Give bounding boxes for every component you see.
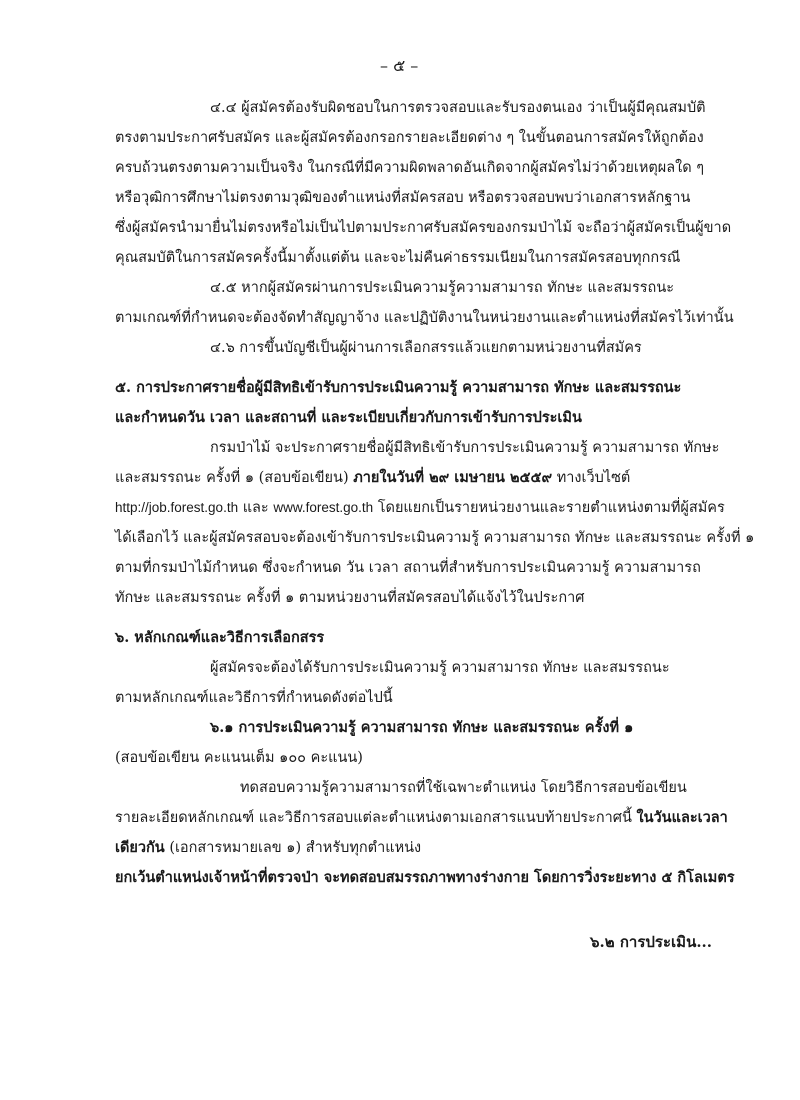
s61-note: (สอบข้อเขียน คะแนนเต็ม ๑๐๐ คะแนน)	[115, 750, 363, 766]
s44-line-4: หรือวุฒิการศึกษาไม่ตรงตามวุฒิของตำแหน่งที่สมัครสอบ หรือตรวจสอบพบว่าเอกสารหลักฐาน	[115, 190, 691, 206]
s44-line-5: ซึ่งผู้สมัครนำมายื่นไม่ตรงหรือไม่เป็นไปตามประกาศรับสมัครของกรมป่าไม้ จะถือว่าผู้สมัครเป็นผู้ขาด	[115, 220, 732, 236]
s44-line-3: ครบถ้วนตรงตามความเป็นจริง ในกรณีที่มีความผิดพลาดอันเกิดจากผู้สมัครไม่ว่าด้วยเหตุผลใด ๆ	[115, 160, 705, 176]
s5-line-5: ตามที่กรมป่าไม้กำหนด ซึ่งจะกำหนด วัน เวลา สถานที่สำหรับการประเมินความรู้ ความสามารถ	[115, 560, 701, 576]
s45-line-2: ตามเกณฑ์ที่กำหนดจะต้องจัดทำสัญญาจ้าง และปฏิบัติงานในหน่วยงานและตำแหน่งที่สมัครไว้เท่านั้น	[115, 310, 734, 326]
s44-line-1: ๔.๔ ผู้สมัครต้องรับผิดชอบในการตรวจสอบและรับรองตนเอง ว่าเป็นผู้มีคุณสมบัติ	[210, 100, 706, 116]
s46-line: ๔.๖ การขึ้นบัญชีเป็นผู้ผ่านการเลือกสรรแล้วแยกตามหน่วยงานที่สมัคร	[210, 340, 642, 356]
s6-line-5-text: (เอกสารหมายเลข ๑) สำหรับทุกตำแหน่ง	[169, 840, 422, 856]
s5-line-2-website: ทางเว็บไซต์	[556, 470, 631, 486]
s44-line-6: คุณสมบัติในการสมัครครั้งนี้มาตั้งแต่ต้น และจะไม่คืนค่าธรรมเนียมในการสมัครสอบทุกกรณี	[115, 250, 681, 266]
s6-line-3: ทดสอบความรู้ความสามารถที่ใช้เฉพาะตำแหน่ง โดยวิธีการสอบข้อเขียน	[240, 780, 687, 796]
s44-line-2: ตรงตามประกาศรับสมัคร และผู้สมัครต้องกรอกรายละเอียดต่าง ๆ ในขั้นตอนการสมัครให้ถูกต้อง	[115, 130, 704, 146]
s5-line-2	[115, 468, 630, 488]
s5-line-2-text: และสมรรถนะ ครั้งที่ ๑ (สอบข้อเขียน)	[115, 470, 349, 486]
forest-website-link: www.forest.go.th	[273, 500, 374, 515]
s5-and-text: และ	[242, 500, 269, 516]
s5-line-4: ได้เลือกไว้ และผู้สมัครสอบจะต้องเข้ารับการประเมินความรู้ ความสามารถ ทักษะ และสมรรถนะ ครั้งที่ ๑	[115, 530, 755, 546]
s6-line-2: ตามหลักเกณฑ์และวิธีการที่กำหนดดังต่อไปนี้	[115, 690, 393, 706]
s6-line-6: ยกเว้นตำแหน่งเจ้าหน้าที่ตรวจป่า จะทดสอบสมรรถภาพทางร่างกาย โดยการวิ่งระยะทาง ๕ กิโลเมตร	[115, 869, 735, 886]
s5-line-3-rest: โดยแยกเป็นรายหน่วยงานและรายตำแหน่งตามที่ผู้สมัคร	[377, 500, 725, 516]
s6-line-4	[115, 808, 728, 828]
s5-line-1: กรมป่าไม้ จะประกาศรายชื่อผู้มีสิทธิเข้ารับการประเมินความรู้ ความสามารถ ทักษะ	[210, 440, 720, 456]
s5-heading-1: ๕. การประกาศรายชื่อผู้มีสิทธิเข้ารับการประเมินความรู้ ความสามารถ ทักษะ และสมรรถนะ	[115, 379, 682, 396]
s6-line-5	[115, 838, 421, 858]
s6-heading: ๖. หลักเกณฑ์และวิธีการเลือกสรร	[115, 629, 325, 646]
s45-line-1: ๔.๕ หากผู้สมัครผ่านการประเมินความรู้ความสามารถ ทักษะ และสมรรถนะ	[210, 280, 675, 296]
s6-line-5-bold: เดียวกัน	[115, 839, 165, 856]
job-website-link: http://job.forest.go.th	[115, 500, 239, 515]
s5-heading-2: และกำหนดวัน เวลา และสถานที่ และระเบียบเกี่ยวกับการเข้ารับการประเมิน	[115, 409, 582, 426]
s61-heading: ๖.๑ การประเมินความรู้ ความสามารถ ทักษะ และสมรรถนะ ครั้งที่ ๑	[210, 719, 634, 736]
s5-line-3	[115, 498, 725, 518]
continuation-footer: ๖.๒ การประเมิน...	[590, 933, 712, 951]
s5-line-6: ทักษะ และสมรรถนะ ครั้งที่ ๑ ตามหน่วยงานที่สมัครสอบได้แจ้งไว้ในประกาศ	[115, 590, 585, 606]
s6-line-1: ผู้สมัครจะต้องได้รับการประเมินความรู้ ความสามารถ ทักษะ และสมรรถนะ	[210, 660, 670, 676]
announcement-date: ภายในวันที่ ๒๙ เมษายน ๒๕๕๙	[353, 469, 553, 486]
s6-line-4-text: รายละเอียดหลักเกณฑ์ และวิธีการสอบแต่ละตำแหน่งตามเอกสารแนบท้ายประกาศนี้	[115, 810, 632, 826]
s6-line-4-bold: ในวันและเวลา	[636, 809, 728, 826]
page-number: – ๕ –	[380, 56, 419, 75]
